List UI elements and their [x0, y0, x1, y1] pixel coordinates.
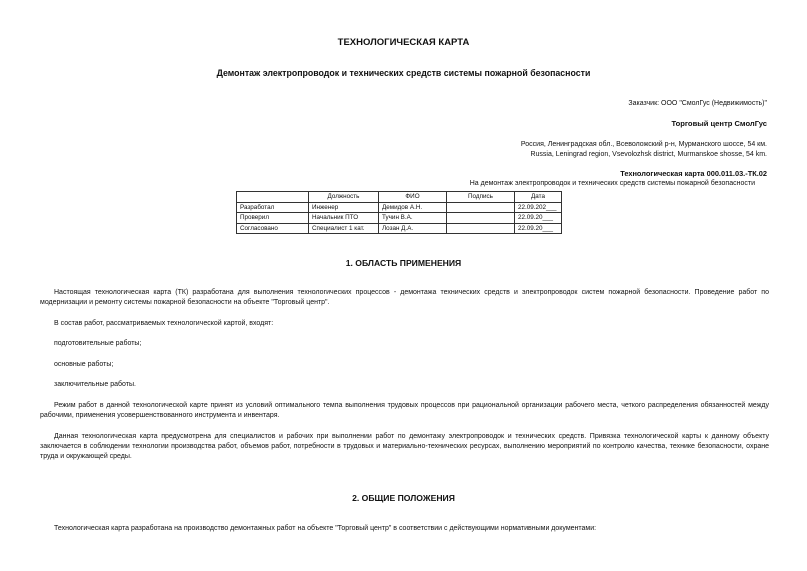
- table-cell: Проверил: [237, 213, 309, 224]
- table-row: [237, 202, 562, 213]
- customer-line: Заказчик: ООО "СмолГус (Недвижимость)": [628, 100, 767, 107]
- table-header-cell: [237, 192, 309, 203]
- table-cell: Специалист 1 кат.: [309, 223, 379, 234]
- table-cell: 22.09.20___: [515, 223, 562, 234]
- table-cell: Тучин В.А.: [379, 213, 447, 224]
- table-cell: Начальник ПТО: [309, 213, 379, 224]
- table-cell: Инженер: [309, 202, 379, 213]
- section-1-paragraph: Данная технологическая карта предусмотрена для специалистов и рабочих при выполнении работ по демонтажу электропроводок и технических средств. Привязка технологической карты к данному объекту заключается в соблюдении технологии производства работ, объемов работ, потребности в трудовых и материально-технических ресурсах, выполнению мероприятий по контролю качества, технике безопасности, охране труда и окружающей среды.: [40, 433, 769, 460]
- table-cell: Согласовано: [237, 223, 309, 234]
- table-header-cell: Дата: [515, 192, 562, 203]
- address-ru: Россия, Ленинградская обл., Всеволожский р-н, Мурманского шоссе, 54 км.: [520, 141, 767, 148]
- table-row: [237, 213, 562, 224]
- table-cell: Демидов А.Н.: [379, 202, 447, 213]
- table-header-cell: Подпись: [447, 192, 515, 203]
- object-name: Торговый центр СмолГус: [671, 119, 767, 128]
- table-row: [237, 223, 562, 234]
- list-item: основные работы;: [54, 361, 114, 368]
- section-2-heading: 2. ОБЩИЕ ПОЛОЖЕНИЯ: [352, 493, 455, 503]
- section-1-paragraph: В состав работ, рассматриваемых технологической картой, входят:: [54, 320, 274, 327]
- table-cell: 22.09.202___: [515, 202, 562, 213]
- card-subject: На демонтаж электропроводок и технических средств системы пожарной безопасности: [469, 180, 755, 187]
- document-title: ТЕХНОЛОГИЧЕСКАЯ КАРТА: [337, 37, 470, 48]
- section-1-paragraph: Режим работ в данной технологической карте принят из условий оптимального темпа выполнения трудовых процессов при рациональной организации рабочего места, четкого распределения обязанностей между рабочими, применения усовершенствованного инструмента и инвентаря.: [40, 402, 769, 419]
- table-cell: [447, 223, 515, 234]
- document-subtitle: Демонтаж электропроводок и технических средств системы пожарной безопасности: [216, 68, 591, 78]
- address-en: Russia, Leningrad region, Vsevolozhsk district, Murmanskoe shosse, 54 km.: [530, 151, 767, 158]
- section-1-paragraph: Настоящая технологическая карта (ТК) разработана для выполнения технологических процессов - демонтажа технических средств и электропроводок систем пожарной безопасности. Проведение работ по модернизации и ремонту системы пожарной безопасности на объекте "Торговый центр".: [40, 289, 769, 306]
- table-cell: [447, 202, 515, 213]
- table-cell: Разработал: [237, 202, 309, 213]
- list-item: подготовительные работы;: [54, 340, 142, 347]
- address-block: [521, 140, 767, 160]
- table-cell: Лозан Д.А.: [379, 223, 447, 234]
- list-item: заключительные работы.: [54, 381, 136, 388]
- table-cell: [447, 213, 515, 224]
- signature-table: [236, 191, 562, 234]
- table-header-cell: Должность: [309, 192, 379, 203]
- table-header-row: [237, 192, 562, 203]
- table-cell: 22.09.20___: [515, 213, 562, 224]
- card-number: Технологическая карта 000.011.03.-ТК.02: [620, 169, 767, 178]
- table-header-cell: ФИО: [379, 192, 447, 203]
- section-1-heading: 1. ОБЛАСТЬ ПРИМЕНЕНИЯ: [345, 258, 462, 268]
- section-2-paragraph: Технологическая карта разработана на производство демонтажных работ на объекте "Торговый центр" в соответствии с действующими нормативными документами:: [54, 525, 597, 532]
